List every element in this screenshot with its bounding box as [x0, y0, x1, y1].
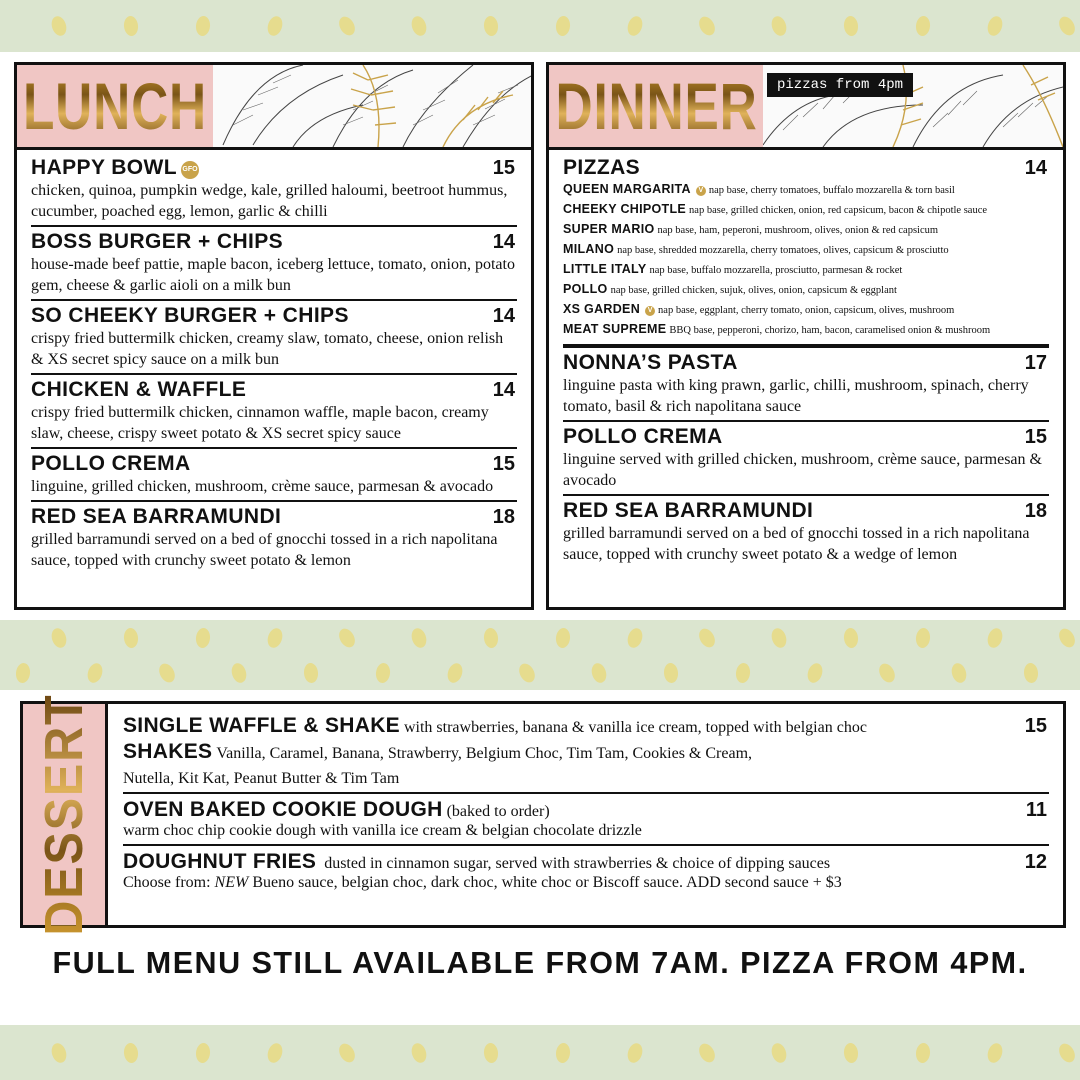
item-description: linguine pasta with king prawn, garlic, chilli, mushroom, spinach, cherry tomato, basil & rich napolitana sauce	[563, 377, 1029, 415]
pizza-item	[563, 240, 1049, 260]
pizza-name: MEAT SUPREME	[563, 322, 667, 336]
item-price: 18	[1024, 500, 1047, 522]
item-price: 15	[1024, 426, 1047, 448]
pizzas-section	[563, 153, 1049, 346]
pizza-name: MILANO	[563, 242, 615, 256]
vegetarian-icon: V	[645, 306, 655, 316]
dessert-panel	[20, 693, 1066, 936]
decor-dot	[336, 14, 358, 38]
lunch-title-box	[17, 65, 213, 147]
decor-dot	[555, 627, 571, 648]
sauces-prefix: Choose from:	[123, 874, 211, 891]
decor-dot	[876, 660, 898, 684]
item-name: HAPPY BOWL	[31, 156, 177, 179]
decor-dot	[15, 662, 31, 684]
dinner-title-box	[549, 65, 763, 147]
item-description: grilled barramundi served on a bed of gnocchi tossed in a rich napolitana sauce, topped with crunchy sweet potato & lemon	[31, 531, 498, 569]
doughnut-fries-item	[123, 846, 1049, 896]
dinner-panel	[546, 62, 1066, 610]
decor-dot	[123, 1042, 139, 1063]
decor-dot	[336, 625, 358, 649]
footer-notice: FULL MENU STILL AVAILABLE FROM 7AM. PIZZA FROM 4PM.	[52, 946, 1028, 980]
item-description: linguine served with grilled chicken, mushroom, crème sauce, parmesan & avocado	[563, 451, 1042, 489]
decor-dot	[409, 626, 428, 649]
decor-dot	[555, 15, 571, 36]
lunch-menu-item	[31, 375, 517, 449]
decor-dot	[445, 661, 465, 684]
waffle-shake-desc: with strawberries, banana & vanilla ice cream, topped with belgian choc	[403, 719, 867, 736]
item-price: 17	[1024, 352, 1047, 374]
decor-dot	[696, 625, 718, 649]
pizza-item	[563, 180, 1049, 200]
decor-dot	[483, 1042, 499, 1063]
item-price: 15	[492, 453, 515, 475]
decor-dot	[985, 1041, 1004, 1064]
dinner-menu-item	[563, 346, 1049, 422]
decor-dot	[985, 14, 1004, 37]
pizza-toppings: nap base, shredded mozzarella, cherry tomatoes, olives, capsicum & prosciutto	[617, 245, 949, 256]
decor-dot	[769, 1041, 788, 1064]
dinner-item-list	[563, 346, 1049, 568]
lunch-items	[31, 153, 517, 574]
decor-dot	[516, 660, 538, 684]
pizza-toppings: nap base, eggplant, cherry tomato, onion, capsicum, olives, mushroom	[658, 305, 955, 316]
decor-dot	[265, 626, 284, 649]
item-price: 15	[492, 157, 515, 179]
pizza-item	[563, 260, 1049, 280]
decor-dot	[409, 1041, 428, 1064]
item-price: 14	[492, 379, 515, 401]
decor-dot	[123, 627, 139, 648]
pizza-item	[563, 280, 1049, 300]
shakes-flavours: Vanilla, Caramel, Banana, Strawberry, Belgium Choc, Tim Tam, Cookies & Cream,	[216, 745, 753, 762]
decor-dot	[229, 661, 248, 684]
pizza-toppings: nap base, buffalo mozzarella, prosciutto, parmesan & rocket	[649, 265, 903, 276]
item-description: grilled barramundi served on a bed of gnocchi tossed in a rich napolitana sauce, topped with crunchy sweet potato & a wedge of lemon	[563, 525, 1030, 563]
bottom-decor-band	[0, 1025, 1080, 1080]
cookie-dough-name: OVEN BAKED COOKIE DOUGH	[123, 798, 443, 821]
pizza-name: POLLO	[563, 282, 608, 296]
decor-dot	[625, 1041, 644, 1064]
decor-dot	[915, 627, 931, 648]
decor-dot	[1056, 625, 1078, 649]
decor-dot	[483, 15, 499, 36]
decor-dot	[1023, 662, 1039, 683]
item-description: house-made beef pattie, maple bacon, iceberg lettuce, tomato, onion, potato gem, cheese & garlic aioli on a milk bun	[31, 256, 515, 294]
pizzas-time-tag: pizzas from 4pm	[767, 73, 913, 97]
dinner-menu-item	[563, 422, 1049, 496]
decor-dot	[483, 627, 499, 648]
tropical-leaf-illustration	[213, 65, 531, 147]
decor-dot	[769, 626, 788, 649]
decor-dot	[589, 661, 608, 684]
decor-dot	[625, 14, 644, 37]
item-description: crispy fried buttermilk chicken, cinnamon waffle, maple bacon, creamy slaw, cheese, crispy sweet potato & XS secret spicy sauce	[31, 404, 489, 442]
shakes-flavours-more: Nutella, Kit Kat, Peanut Butter & Tim Tam	[123, 770, 400, 787]
decor-dot	[303, 662, 319, 683]
item-name: POLLO CREMA	[31, 452, 191, 475]
item-name: POLLO CREMA	[563, 425, 723, 448]
decor-dot	[409, 14, 428, 37]
pizza-toppings: nap base, grilled chicken, sujuk, olives, onion, capsicum & eggplant	[610, 285, 897, 296]
decor-dot	[915, 1042, 931, 1063]
pizza-name: QUEEN MARGARITA	[563, 182, 691, 196]
decor-dot	[195, 15, 211, 36]
decor-dot	[663, 662, 679, 683]
decor-dot	[769, 14, 788, 37]
pizza-name: CHEEKY CHIPOTLE	[563, 202, 687, 216]
pizza-toppings: BBQ base, pepperoni, chorizo, ham, bacon, caramelised onion & mushroom	[669, 325, 991, 336]
pizza-toppings: nap base, grilled chicken, onion, red capsicum, bacon & chipotle sauce	[689, 205, 988, 216]
decor-dot	[1056, 14, 1078, 38]
decor-dot	[843, 1042, 859, 1063]
pizza-name: XS GARDEN	[563, 302, 641, 316]
decor-dot	[195, 627, 211, 648]
item-name: BOSS BURGER + CHIPS	[31, 230, 284, 253]
sauces-new-label: NEW	[214, 874, 249, 891]
pizza-toppings: nap base, cherry tomatoes, buffalo mozzarella & torn basil	[708, 185, 955, 196]
decor-dot	[123, 15, 139, 36]
dessert-title-box	[23, 693, 108, 936]
cookie-dough-note: (baked to order)	[446, 803, 550, 820]
item-description: chicken, quinoa, pumpkin wedge, kale, grilled haloumi, beetroot hummus, cucumber, poached egg, lemon, garlic & chilli	[31, 182, 508, 220]
decor-dot	[1056, 1040, 1078, 1064]
decor-dot	[805, 661, 825, 684]
dinner-header	[549, 65, 1063, 150]
item-name: RED SEA BARRAMUNDI	[31, 505, 282, 528]
decor-dot	[555, 1042, 571, 1063]
pizza-item	[563, 220, 1049, 240]
dinner-items	[563, 153, 1049, 568]
item-name: NONNA’S PASTA	[563, 351, 738, 374]
sauces-list: Bueno sauce, belgian choc, dark choc, white choc or Biscoff sauce. ADD second sauce + $3	[252, 874, 842, 891]
lunch-header	[17, 65, 531, 150]
middle-decor-band	[0, 620, 1080, 690]
doughnut-fries-price: 12	[1024, 851, 1047, 873]
decor-dot	[696, 14, 718, 38]
pizza-item	[563, 320, 1049, 340]
leaf-pattern-icon	[213, 65, 531, 147]
waffle-shake-name: SINGLE WAFFLE & SHAKE	[123, 714, 400, 737]
pizza-item	[563, 200, 1049, 220]
pizzas-price: 14	[1024, 157, 1047, 179]
pizza-list	[563, 180, 1049, 340]
decor-dot	[49, 1041, 68, 1064]
decor-dot	[195, 1042, 211, 1063]
waffle-shake-item	[123, 714, 1049, 794]
decor-dot	[49, 14, 68, 37]
gluten-free-option-icon: GFO	[181, 161, 199, 179]
dinner-menu-item	[563, 496, 1049, 568]
decor-dot	[625, 626, 644, 649]
decor-dot	[265, 14, 284, 37]
lunch-menu-item	[31, 502, 517, 574]
decor-dot	[696, 1040, 718, 1064]
dinner-title: DINNER	[554, 69, 758, 143]
dessert-title: DESSERT	[34, 693, 94, 936]
decor-dot	[85, 661, 105, 684]
pizza-toppings: nap base, ham, peperoni, mushroom, olives, onion & red capsicum	[657, 225, 939, 236]
decor-dot	[915, 15, 931, 36]
decor-dot	[336, 1040, 358, 1064]
decor-dot	[843, 15, 859, 36]
cookie-dough-desc: warm choc chip cookie dough with vanilla ice cream & belgian chocolate drizzle	[123, 822, 642, 839]
item-description: crispy fried buttermilk chicken, creamy slaw, tomato, cheese, onion relish & XS secret spicy sauce on a milk bun	[31, 330, 504, 368]
doughnut-fries-desc: dusted in cinnamon sugar, served with strawberries & choice of dipping sauces	[324, 855, 831, 872]
decor-dot	[265, 1041, 284, 1064]
decor-dot	[735, 662, 751, 684]
dessert-items	[123, 714, 1049, 896]
pizzas-heading: PIZZAS	[563, 156, 641, 179]
waffle-shake-price: 15	[1024, 715, 1047, 737]
item-name: SO CHEEKY BURGER + CHIPS	[31, 304, 349, 327]
item-price: 18	[492, 506, 515, 528]
lunch-menu-item	[31, 227, 517, 301]
shakes-name: SHAKES	[123, 740, 213, 763]
item-description: linguine, grilled chicken, mushroom, crème sauce, parmesan & avocado	[31, 478, 494, 495]
doughnut-fries-sauces	[123, 874, 1049, 892]
item-name: CHICKEN & WAFFLE	[31, 378, 247, 401]
lunch-menu-item	[31, 153, 517, 227]
decor-dot	[156, 660, 178, 684]
item-name: RED SEA BARRAMUNDI	[563, 499, 814, 522]
decor-dot	[375, 662, 391, 684]
vegetarian-icon: V	[696, 186, 706, 196]
decor-dot	[949, 661, 968, 684]
decor-dot	[843, 627, 859, 648]
lunch-panel	[14, 62, 534, 610]
item-price: 14	[492, 231, 515, 253]
pizza-name: SUPER MARIO	[563, 222, 655, 236]
decor-dot	[985, 626, 1004, 649]
doughnut-fries-name: DOUGHNUT FRIES	[123, 850, 317, 873]
lunch-menu-item	[31, 449, 517, 502]
pizza-item	[563, 300, 1049, 320]
item-price: 14	[492, 305, 515, 327]
lunch-title: LUNCH	[22, 69, 208, 143]
cookie-dough-price: 11	[1025, 799, 1047, 821]
pizza-name: LITTLE ITALY	[563, 262, 647, 276]
lunch-menu-item	[31, 301, 517, 375]
top-decor-band	[0, 0, 1080, 52]
decor-dot	[49, 626, 68, 649]
cookie-dough-item	[123, 794, 1049, 846]
